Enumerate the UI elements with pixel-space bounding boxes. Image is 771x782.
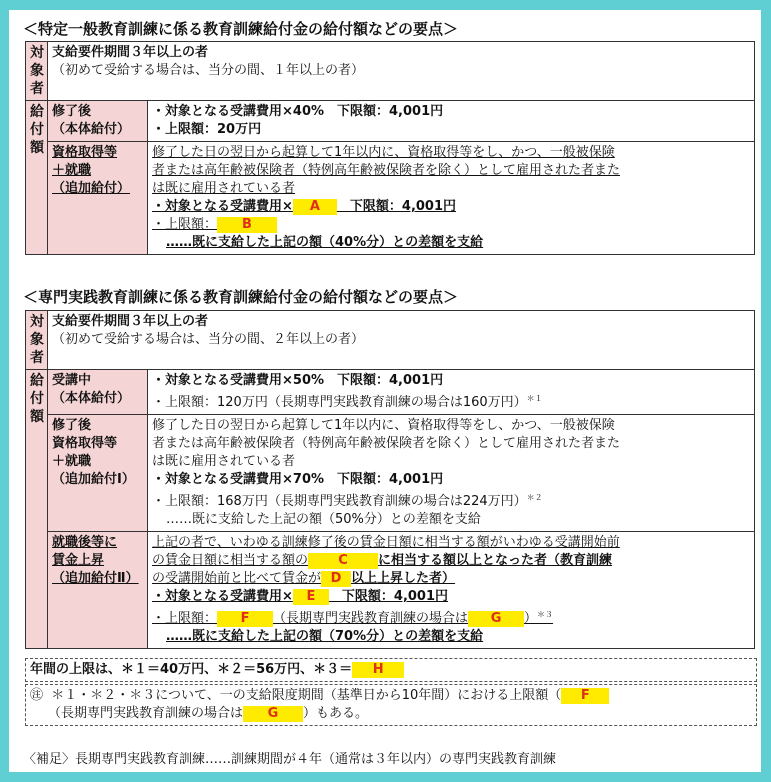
section2-row1-content: ・対象となる受講費用×50% 下限額：4,001円 ・上限額：120万円（長期専門実践教育訓練の場合は160万円）$^{*1}$: [148, 370, 755, 415]
blank-a: A: [293, 199, 337, 215]
blank-e: E: [293, 589, 329, 605]
supplement-note: 〈補足〉長期専門実践教育訓練……訓練期間が４年（通常は３年以内）の専門実践教育訓練: [23, 752, 557, 767]
blank-f-footnote: F: [561, 688, 609, 704]
section1-target-line1: 支給要件期間３年以上の者: [52, 45, 209, 60]
section1-table: [25, 41, 755, 255]
document-sheet: [9, 10, 761, 772]
section2-pay-header: 給 付 額: [26, 370, 48, 649]
section2-title: ＜専門実践教育訓練に係る教育訓練給付金の給付額などの要点＞: [23, 288, 459, 306]
section1-row1-header: 修了後 （本体給付）: [48, 101, 148, 142]
section2-target-line1: 支給要件期間３年以上の者: [52, 314, 209, 329]
section2-row3-content: 上記の者で、いわゆる訓練修了後の賃金日額に相当する額がいわゆる受講開始前 の賃金日額に相当する額の C に相当する額以上となった者（教育訓練 の受講開始前と比べて賃金が D 以上上昇した者） ・対象となる受講費用× E 下限額：4,001円 ・上限額： F （長期専門実践教育訓練の場合は G ）$^{*3}$ ……既に支給した上記の額（70%分）との差額を支給: [148, 532, 755, 649]
blank-c: C: [308, 553, 378, 569]
blank-g-footnote: G: [243, 706, 303, 722]
section2-row2-header: 修了後 資格取得等 ＋就職 （追加給付Ⅰ）: [48, 415, 148, 532]
blank-d: D: [321, 571, 351, 587]
section2-table: [25, 310, 755, 649]
blank-b: B: [217, 217, 277, 233]
blank-g: G: [468, 611, 524, 627]
section2-row2-content: 修了した日の翌日から起算して1年以内に、資格取得等をし、かつ、一般被保険 者または高年齢被保険者（特例高年齢被保険者を除く）として雇用された者また は既に雇用されている者 ・対象となる受講費用×70% 下限額：4,001円 ・上限額：168万円（長期専門実践教育訓練の場合は224万円）$^{*2}$ ……既に支給した上記の額（50%分）との差額を支給: [148, 415, 755, 532]
section2-target-line2: （初めて受給する場合は、当分の間、２年以上の者）: [52, 332, 365, 347]
section2-row1-header: 受講中 （本体給付）: [48, 370, 148, 415]
blank-f: F: [217, 611, 273, 627]
section1-pay-header: 給 付 額: [26, 101, 48, 255]
footnote-box: ㊟ ＊１・＊２・＊３について、一の支給限度期間（基準日から10年間）における上限額（ F （長期専門実践教育訓練の場合は G ）もある。: [25, 684, 757, 726]
section1-row1-cap: ・上限額：20万円: [152, 122, 262, 137]
section1-target-line2: （初めて受給する場合は、当分の間、１年以上の者）: [52, 63, 365, 78]
section1-row2-header: 資格取得等 ＋就職 （追加給付）: [48, 142, 148, 255]
section1-row1-rate: ・対象となる受講費用×40% 下限額：4,001円: [152, 104, 444, 119]
section1-row1-content: [148, 101, 755, 142]
section1-row2-content: 修了した日の翌日から起算して1年以内に、資格取得等をし、かつ、一般被保険 者または高年齢被保険者（特例高年齢被保険者を除く）として雇用された者また は既に雇用されている者 ・対象となる受講費用× A 下限額：4,001円 ・上限額： B ……既に支給した上記の額（40%分）との差額を支給: [148, 142, 755, 255]
section1-target-header: 対 象 者: [26, 42, 48, 101]
section1-target-cell: [48, 42, 755, 101]
blank-h: H: [352, 662, 404, 678]
section2-target-header: 対 象 者: [26, 311, 48, 370]
section2-target-cell: [48, 311, 755, 370]
section2-row3-header: 就職後等に 賃金上昇 （追加給付Ⅱ）: [48, 532, 148, 649]
section1-title: ＜特定一般教育訓練に係る教育訓練給付金の給付額などの要点＞: [23, 20, 459, 38]
annual-cap-box: 年間の上限は、＊１＝40万円、＊２＝56万円、＊３＝ H: [25, 658, 757, 682]
footnote-mark: ㊟: [30, 688, 44, 703]
